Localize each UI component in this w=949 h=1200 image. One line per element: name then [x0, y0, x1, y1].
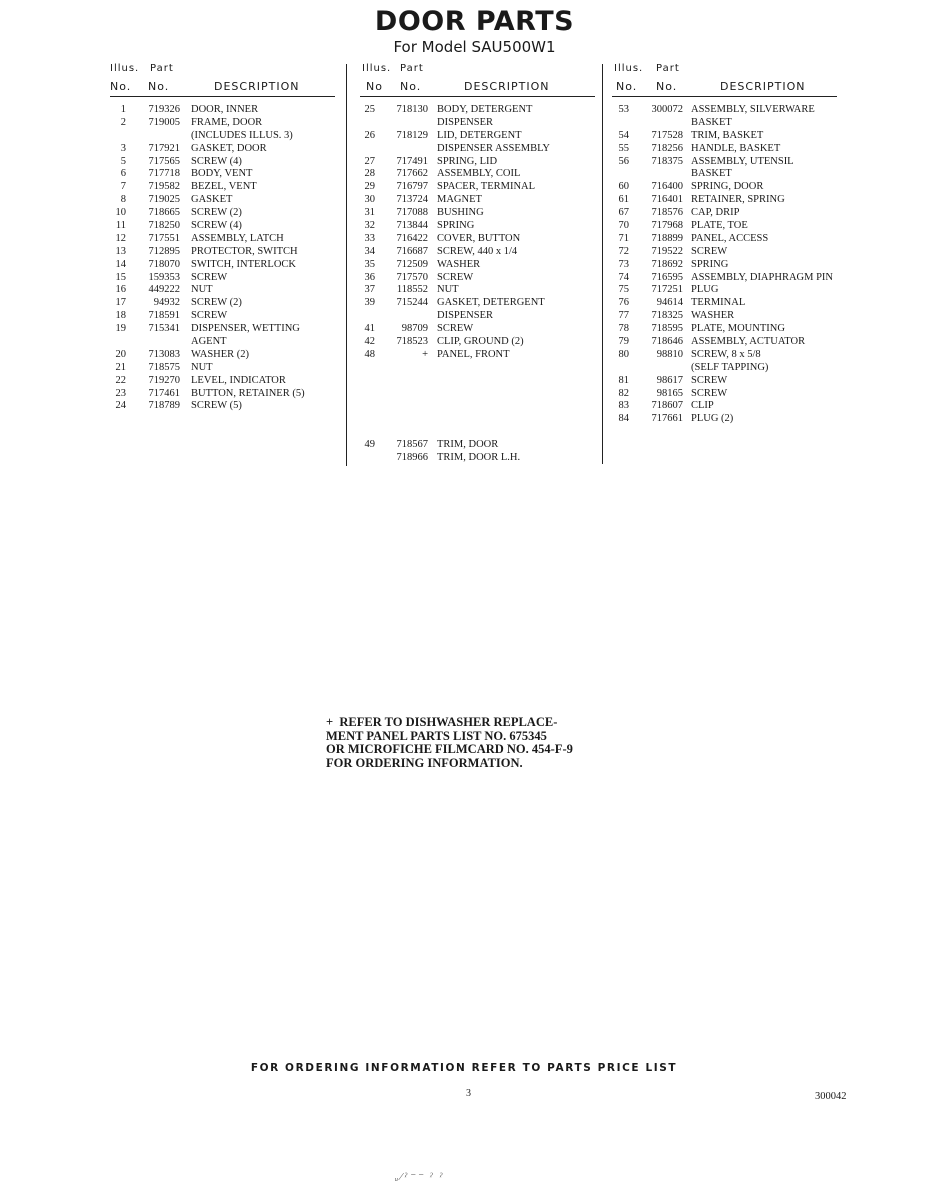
illus-number: 29 [364, 181, 375, 193]
part-number: 718665 [148, 207, 180, 219]
illus-number: 53 [618, 104, 629, 115]
part-description: GASKET [191, 194, 233, 206]
illus-number: 74 [618, 271, 629, 283]
header-rule [612, 96, 837, 97]
part-description: NUT [437, 284, 459, 296]
illus-number: 2 [120, 116, 126, 128]
part-description: BASKET [691, 116, 732, 128]
part-description: SWITCH, INTERLOCK [191, 258, 296, 270]
illus-number: 5 [120, 155, 126, 167]
part-description: MAGNET [437, 194, 482, 206]
part-number: 712895 [148, 245, 180, 257]
illus-number: 36 [364, 271, 375, 283]
column-divider-left [346, 64, 347, 466]
illus-number: 15 [115, 271, 126, 283]
illus-number: 79 [618, 336, 629, 348]
illus-number: 1 [120, 104, 126, 115]
part-description: AGENT [191, 336, 227, 348]
part-description: CAP, DRIP [691, 207, 740, 219]
part-number: 717570 [396, 271, 428, 283]
part-description: SCREW (4) [191, 155, 242, 167]
illus-number: 30 [364, 194, 375, 206]
part-number: 716401 [651, 194, 683, 206]
illus-number: 23 [115, 387, 126, 399]
part-description: BODY, DETERGENT [437, 104, 533, 115]
part-description: BUSHING [437, 207, 484, 219]
part-description: COVER, BUTTON [437, 232, 521, 244]
part-number: 717565 [148, 155, 180, 167]
illus-number: 73 [618, 258, 629, 270]
part-description: TERMINAL [691, 297, 746, 309]
part-no-header: No. [148, 80, 170, 93]
part-description: DISPENSER [437, 310, 494, 322]
part-description: PLATE, TOE [691, 220, 748, 232]
part-description: DOOR, INNER [191, 104, 259, 115]
part-no-header: No. [400, 80, 422, 93]
illus-number: 67 [618, 207, 629, 219]
part-number: 713724 [396, 194, 428, 206]
part-description: TRIM, DOOR [437, 439, 499, 451]
part-description: ASSEMBLY, ACTUATOR [691, 336, 806, 348]
illus-number: 27 [364, 155, 375, 167]
illus-header: Illus. [110, 63, 140, 74]
part-description: SCREW (2) [191, 207, 242, 219]
part-description: ASSEMBLY, COIL [437, 168, 521, 180]
part-number: 98810 [656, 348, 683, 360]
part-description: ASSEMBLY, UTENSIL [691, 155, 794, 167]
illus-number: 26 [364, 129, 375, 141]
part-number: 718899 [651, 232, 683, 244]
part-number: 94614 [656, 297, 683, 309]
part-description: PLATE, MOUNTING [691, 323, 785, 335]
part-number: 716422 [396, 232, 428, 244]
part-number: 94932 [153, 297, 180, 309]
illus-number: 13 [115, 245, 126, 257]
part-number: 718789 [148, 400, 180, 412]
illus-number: 3 [120, 142, 126, 154]
part-number: 719025 [148, 194, 180, 206]
part-number: 118552 [396, 284, 428, 296]
part-description: LID, DETERGENT [437, 129, 522, 141]
illus-number: 16 [115, 284, 126, 296]
part-description: SPRING [437, 220, 475, 232]
illus-number: 49 [364, 439, 375, 451]
part-number: 719326 [148, 104, 180, 115]
illus-number: 54 [618, 129, 629, 141]
description-header: DESCRIPTION [464, 80, 550, 93]
part-number: 716797 [396, 181, 428, 193]
part-description: BUTTON, RETAINER (5) [191, 387, 305, 399]
part-number: 717088 [396, 207, 428, 219]
part-description: WASHER [691, 310, 735, 322]
illus-number: 80 [618, 348, 629, 360]
handwritten-mark: ᵤ⁄ˀ⁻⁻ ˀ ˀ [395, 1171, 445, 1183]
part-number: 718523 [396, 336, 428, 348]
part-description: SCREW, 440 x 1/4 [437, 245, 518, 257]
part-number: 718070 [148, 258, 180, 270]
illus-number: 20 [115, 348, 126, 360]
illus-no-header: No. [110, 80, 132, 93]
illus-number: 22 [115, 374, 126, 386]
illus-number: 39 [364, 297, 375, 309]
part-number: 718325 [651, 310, 683, 322]
illus-number: 71 [618, 232, 629, 244]
illus-number: 34 [364, 245, 375, 257]
part-description: DISPENSER [437, 116, 494, 128]
part-description: PANEL, ACCESS [691, 232, 769, 244]
illus-number: 21 [115, 361, 126, 373]
illus-number: 24 [115, 400, 126, 412]
part-description: (INCLUDES ILLUS. 3) [191, 129, 293, 141]
illus-number: 6 [120, 168, 126, 180]
part-description: SPRING [691, 258, 729, 270]
part-description: PLUG [691, 284, 719, 296]
part-number: 718646 [651, 336, 683, 348]
part-description: PLUG (2) [691, 413, 734, 425]
illus-number: 18 [115, 310, 126, 322]
part-number: 719582 [148, 181, 180, 193]
part-description: TRIM, DOOR L.H. [437, 452, 521, 464]
part-number: 713083 [148, 348, 180, 360]
part-description: SCREW (2) [191, 297, 242, 309]
part-number: 449222 [148, 284, 180, 296]
description-header: DESCRIPTION [720, 80, 806, 93]
illus-no-header: No. [616, 80, 638, 93]
illus-number: 70 [618, 220, 629, 232]
part-number: 718575 [148, 361, 180, 373]
part-description: CLIP [691, 400, 714, 412]
illus-number: 33 [364, 232, 375, 244]
illus-number: 31 [364, 207, 375, 219]
illus-number: 55 [618, 142, 629, 154]
part-number: 717528 [651, 129, 683, 141]
illus-number: 76 [618, 297, 629, 309]
part-number: 98709 [401, 323, 428, 335]
part-description: GASKET, DETERGENT [437, 297, 545, 309]
part-description: CLIP, GROUND (2) [437, 336, 524, 348]
part-description: SCREW, 8 x 5/8 [691, 348, 761, 360]
part-description: RETAINER, SPRING [691, 194, 785, 206]
part-description: FRAME, DOOR [191, 116, 263, 128]
page-title: DOOR PARTS [374, 6, 575, 37]
illus-number: 42 [364, 336, 375, 348]
part-description: BEZEL, VENT [191, 181, 257, 193]
illus-no-header: No [366, 80, 383, 93]
part-number: 718567 [396, 439, 428, 451]
illus-number: 17 [115, 297, 126, 309]
part-description: WASHER [437, 258, 481, 270]
part-number: 718250 [148, 220, 180, 232]
description-header: DESCRIPTION [214, 80, 300, 93]
header-rule [110, 96, 335, 97]
illus-number: 37 [364, 284, 375, 296]
part-description: SPRING, LID [437, 155, 498, 167]
part-number: 713844 [396, 220, 428, 232]
document-number: 300042 [815, 1091, 847, 1102]
part-number: 718966 [396, 452, 428, 464]
illus-number: 28 [364, 168, 375, 180]
header-rule [360, 96, 595, 97]
part-number: 716595 [651, 271, 683, 283]
part-number: 718607 [651, 400, 683, 412]
illus-number: 83 [618, 400, 629, 412]
part-description: PROTECTOR, SWITCH [191, 245, 298, 257]
illus-number: 56 [618, 155, 629, 167]
illus-header: Illus. [362, 63, 392, 74]
part-number: 717718 [148, 168, 180, 180]
part-number: 718130 [396, 104, 428, 115]
illus-number: 81 [618, 374, 629, 386]
part-number: + [422, 348, 428, 360]
part-number: 717661 [651, 413, 683, 425]
illus-number: 41 [364, 323, 375, 335]
part-number: 719270 [148, 374, 180, 386]
part-header: Part [150, 63, 174, 74]
part-number: 715244 [396, 297, 428, 309]
part-no-header: No. [656, 80, 678, 93]
illus-number: 35 [364, 258, 375, 270]
part-number: 717251 [651, 284, 683, 296]
part-number: 718595 [651, 323, 683, 335]
part-description: ASSEMBLY, SILVERWARE [691, 104, 815, 115]
part-number: 718692 [651, 258, 683, 270]
illus-number: 72 [618, 245, 629, 257]
part-number: 717968 [651, 220, 683, 232]
part-header: Part [656, 63, 680, 74]
illus-number: 82 [618, 387, 629, 399]
part-description: ASSEMBLY, DIAPHRAGM PIN [691, 271, 833, 283]
illus-number: 78 [618, 323, 629, 335]
part-number: 718576 [651, 207, 683, 219]
part-description: NUT [191, 361, 213, 373]
illus-number: 48 [364, 348, 375, 360]
illus-number: 12 [115, 232, 126, 244]
part-description: TRIM, BASKET [691, 129, 764, 141]
part-description: DISPENSER ASSEMBLY [437, 142, 551, 154]
part-description: LEVEL, INDICATOR [191, 374, 286, 386]
part-number: 717491 [396, 155, 428, 167]
part-number: 717921 [148, 142, 180, 154]
part-description: ASSEMBLY, LATCH [191, 232, 284, 244]
part-description: SCREW [691, 374, 728, 386]
illus-number: 8 [120, 194, 126, 206]
illus-number: 14 [115, 258, 126, 270]
part-description: BASKET [691, 168, 732, 180]
part-number: 718129 [396, 129, 428, 141]
illus-number: 25 [364, 104, 375, 115]
part-number: 717551 [148, 232, 180, 244]
part-description: SCREW [691, 387, 728, 399]
part-number: 718375 [651, 155, 683, 167]
page-number: 3 [466, 1088, 471, 1099]
illus-header: Illus. [614, 63, 644, 74]
part-number: 98617 [656, 374, 683, 386]
part-description: GASKET, DOOR [191, 142, 267, 154]
part-number: 98165 [656, 387, 683, 399]
illus-number: 75 [618, 284, 629, 296]
illus-number: 61 [618, 194, 629, 206]
part-number: 719522 [651, 245, 683, 257]
part-number: 715341 [148, 323, 180, 335]
part-description: SCREW [191, 310, 228, 322]
part-number: 719005 [148, 116, 180, 128]
part-description: BODY, VENT [191, 168, 253, 180]
part-number: 717461 [148, 387, 180, 399]
illus-number: 11 [115, 220, 126, 232]
column-divider-right [602, 64, 603, 464]
part-description: HANDLE, BASKET [691, 142, 781, 154]
part-description: SCREW [191, 271, 228, 283]
part-number: 716687 [396, 245, 428, 257]
part-header: Part [400, 63, 424, 74]
part-description: SCREW [437, 323, 474, 335]
part-description: PANEL, FRONT [437, 348, 510, 360]
part-description: SPACER, TERMINAL [437, 181, 536, 193]
model-subtitle: For Model SAU500W1 [393, 38, 556, 56]
part-description: SCREW (5) [191, 400, 242, 412]
illus-number: 77 [618, 310, 629, 322]
part-description: SCREW [691, 245, 728, 257]
illus-number: 10 [115, 207, 126, 219]
illus-number: 19 [115, 323, 126, 335]
ordering-footer: FOR ORDERING INFORMATION REFER TO PARTS PRICE LIST [250, 1062, 678, 1074]
illus-number: 84 [618, 413, 629, 425]
part-description: DISPENSER, WETTING [191, 323, 300, 335]
illus-number: 60 [618, 181, 629, 193]
illus-number: 32 [364, 220, 375, 232]
part-description: SCREW (4) [191, 220, 242, 232]
part-number: 159353 [148, 271, 180, 283]
part-number: 300072 [651, 104, 683, 115]
part-number: 712509 [396, 258, 428, 270]
illus-number: 7 [120, 181, 126, 193]
replacement-panel-note: + REFER TO DISHWASHER REPLACE- MENT PANEL PARTS LIST NO. 675345 OR MICROFICHE FILMCARD NO. 454-F-9 FOR ORDERING INFORMATION. [326, 715, 573, 770]
part-description: (SELF TAPPING) [691, 361, 769, 373]
part-description: NUT [191, 284, 213, 296]
part-description: SPRING, DOOR [691, 181, 764, 193]
part-description: WASHER (2) [191, 348, 250, 360]
part-number: 718256 [651, 142, 683, 154]
part-description: SCREW [437, 271, 474, 283]
part-number: 716400 [651, 181, 683, 193]
part-number: 717662 [396, 168, 428, 180]
part-number: 718591 [148, 310, 180, 322]
